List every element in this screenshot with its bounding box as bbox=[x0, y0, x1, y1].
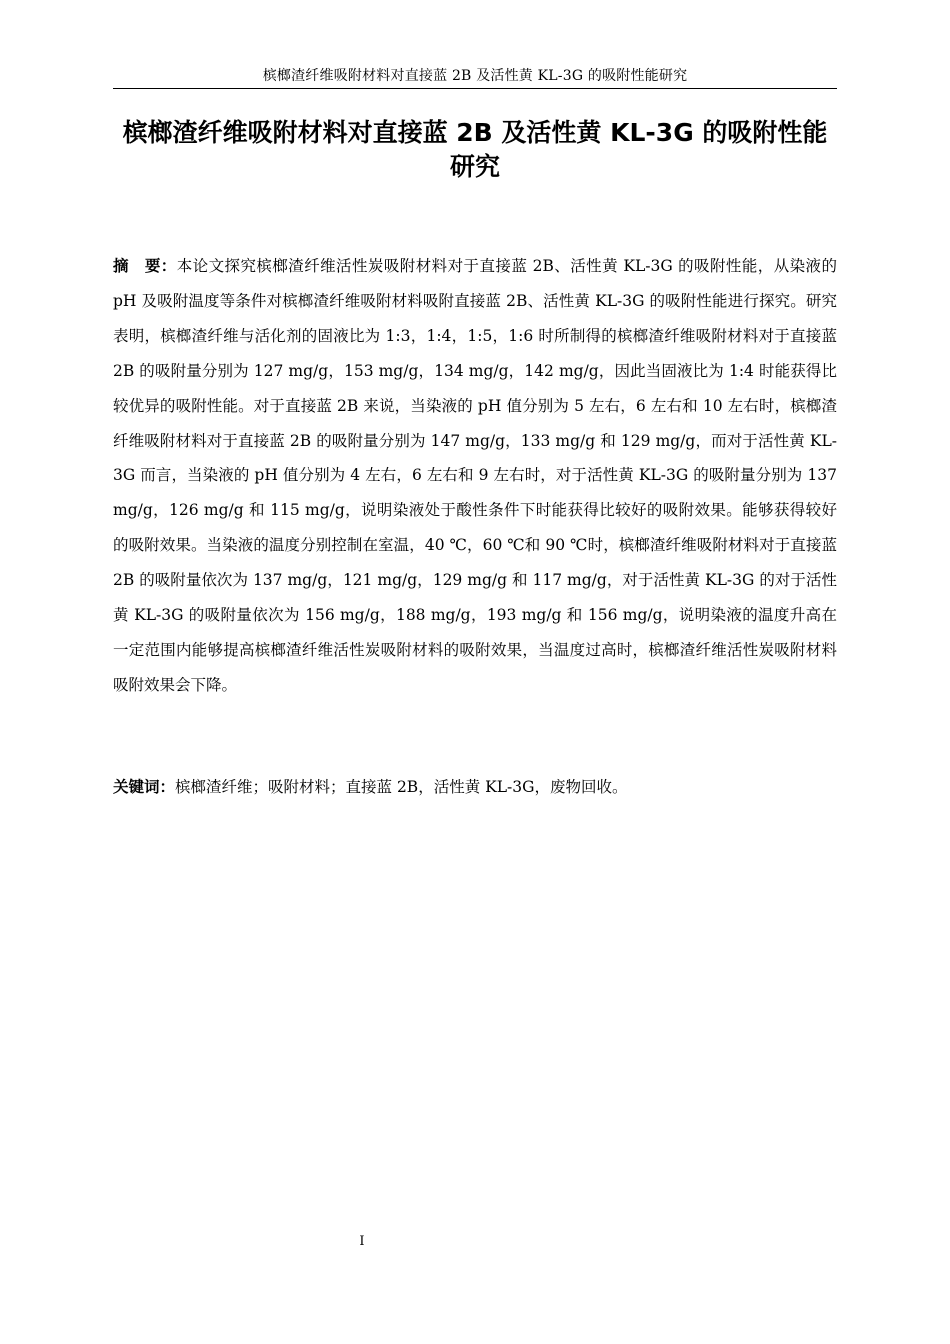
running-header: 槟榔渣纤维吸附材料对直接蓝 2B 及活性黄 KL-3G 的吸附性能研究 bbox=[113, 64, 837, 89]
keywords-line bbox=[113, 770, 837, 805]
page-number: I bbox=[359, 1234, 365, 1249]
abstract-paragraph bbox=[113, 249, 837, 703]
abstract-label: 摘 要： bbox=[113, 257, 177, 275]
document-title: 槟榔渣纤维吸附材料对直接蓝 2B 及活性黄 KL-3G 的吸附性能研究 bbox=[122, 118, 828, 181]
keywords-text: 槟榔渣纤维；吸附材料；直接蓝 2B，活性黄 KL-3G，废物回收。 bbox=[175, 778, 628, 796]
abstract-text: 本论文探究槟榔渣纤维活性炭吸附材料对于直接蓝 2B、活性黄 KL-3G 的吸附性能，从染液的 pH 及吸附温度等条件对槟榔渣纤维吸附材料吸附直接蓝 2B、活性黄 KL-3G 的吸附性能进行探究。研究表明，槟榔渣纤维与活化剂的固液比为 1:3，1:4，1:5，1:6 时所制得的槟榔渣纤维吸附材料对于直接蓝 2B 的吸附量分别为 127 mg/g，153 mg/g，134 mg/g，142 mg/g，因此当固液比为 1:4 时能获得比较优异的吸附性能。对于直接蓝 2B 来说，当染液的 pH 值分别为 5 左右，6 左右和 10 左右时，槟榔渣纤维吸附材料对于直接蓝 2B 的吸附量分别为 147 mg/g，133 mg/g 和 129 mg/g，而对于活性黄 KL-3G 而言，当染液的 pH 值分别为 4 左右，6 左右和 9 左右时，对于活性黄 KL-3G 的吸附量分别为 137 mg/g，126 mg/g 和 115 mg/g，说明染液处于酸性条件下时能获得比较好的吸附效果。能够获得较好的吸附效果。当染液的温度分别控制在室温，40 ℃，60 ℃和 90 ℃时，槟榔渣纤维吸附材料对于直接蓝 2B 的吸附量依次为 137 mg/g，121 mg/g，129 mg/g 和 117 mg/g，对于活性黄 KL-3G 的对于活性黄 KL-3G 的吸附量依次为 156 mg/g，188 mg/g，193 mg/g 和 156 mg/g，说明染液的温度升高在一定范围内能够提高槟榔渣纤维活性炭吸附材料的吸附效果，当温度过高时，槟榔渣纤维活性炭吸附材料吸附效果会下降。 bbox=[113, 257, 837, 694]
keywords-label: 关键词： bbox=[113, 778, 176, 796]
